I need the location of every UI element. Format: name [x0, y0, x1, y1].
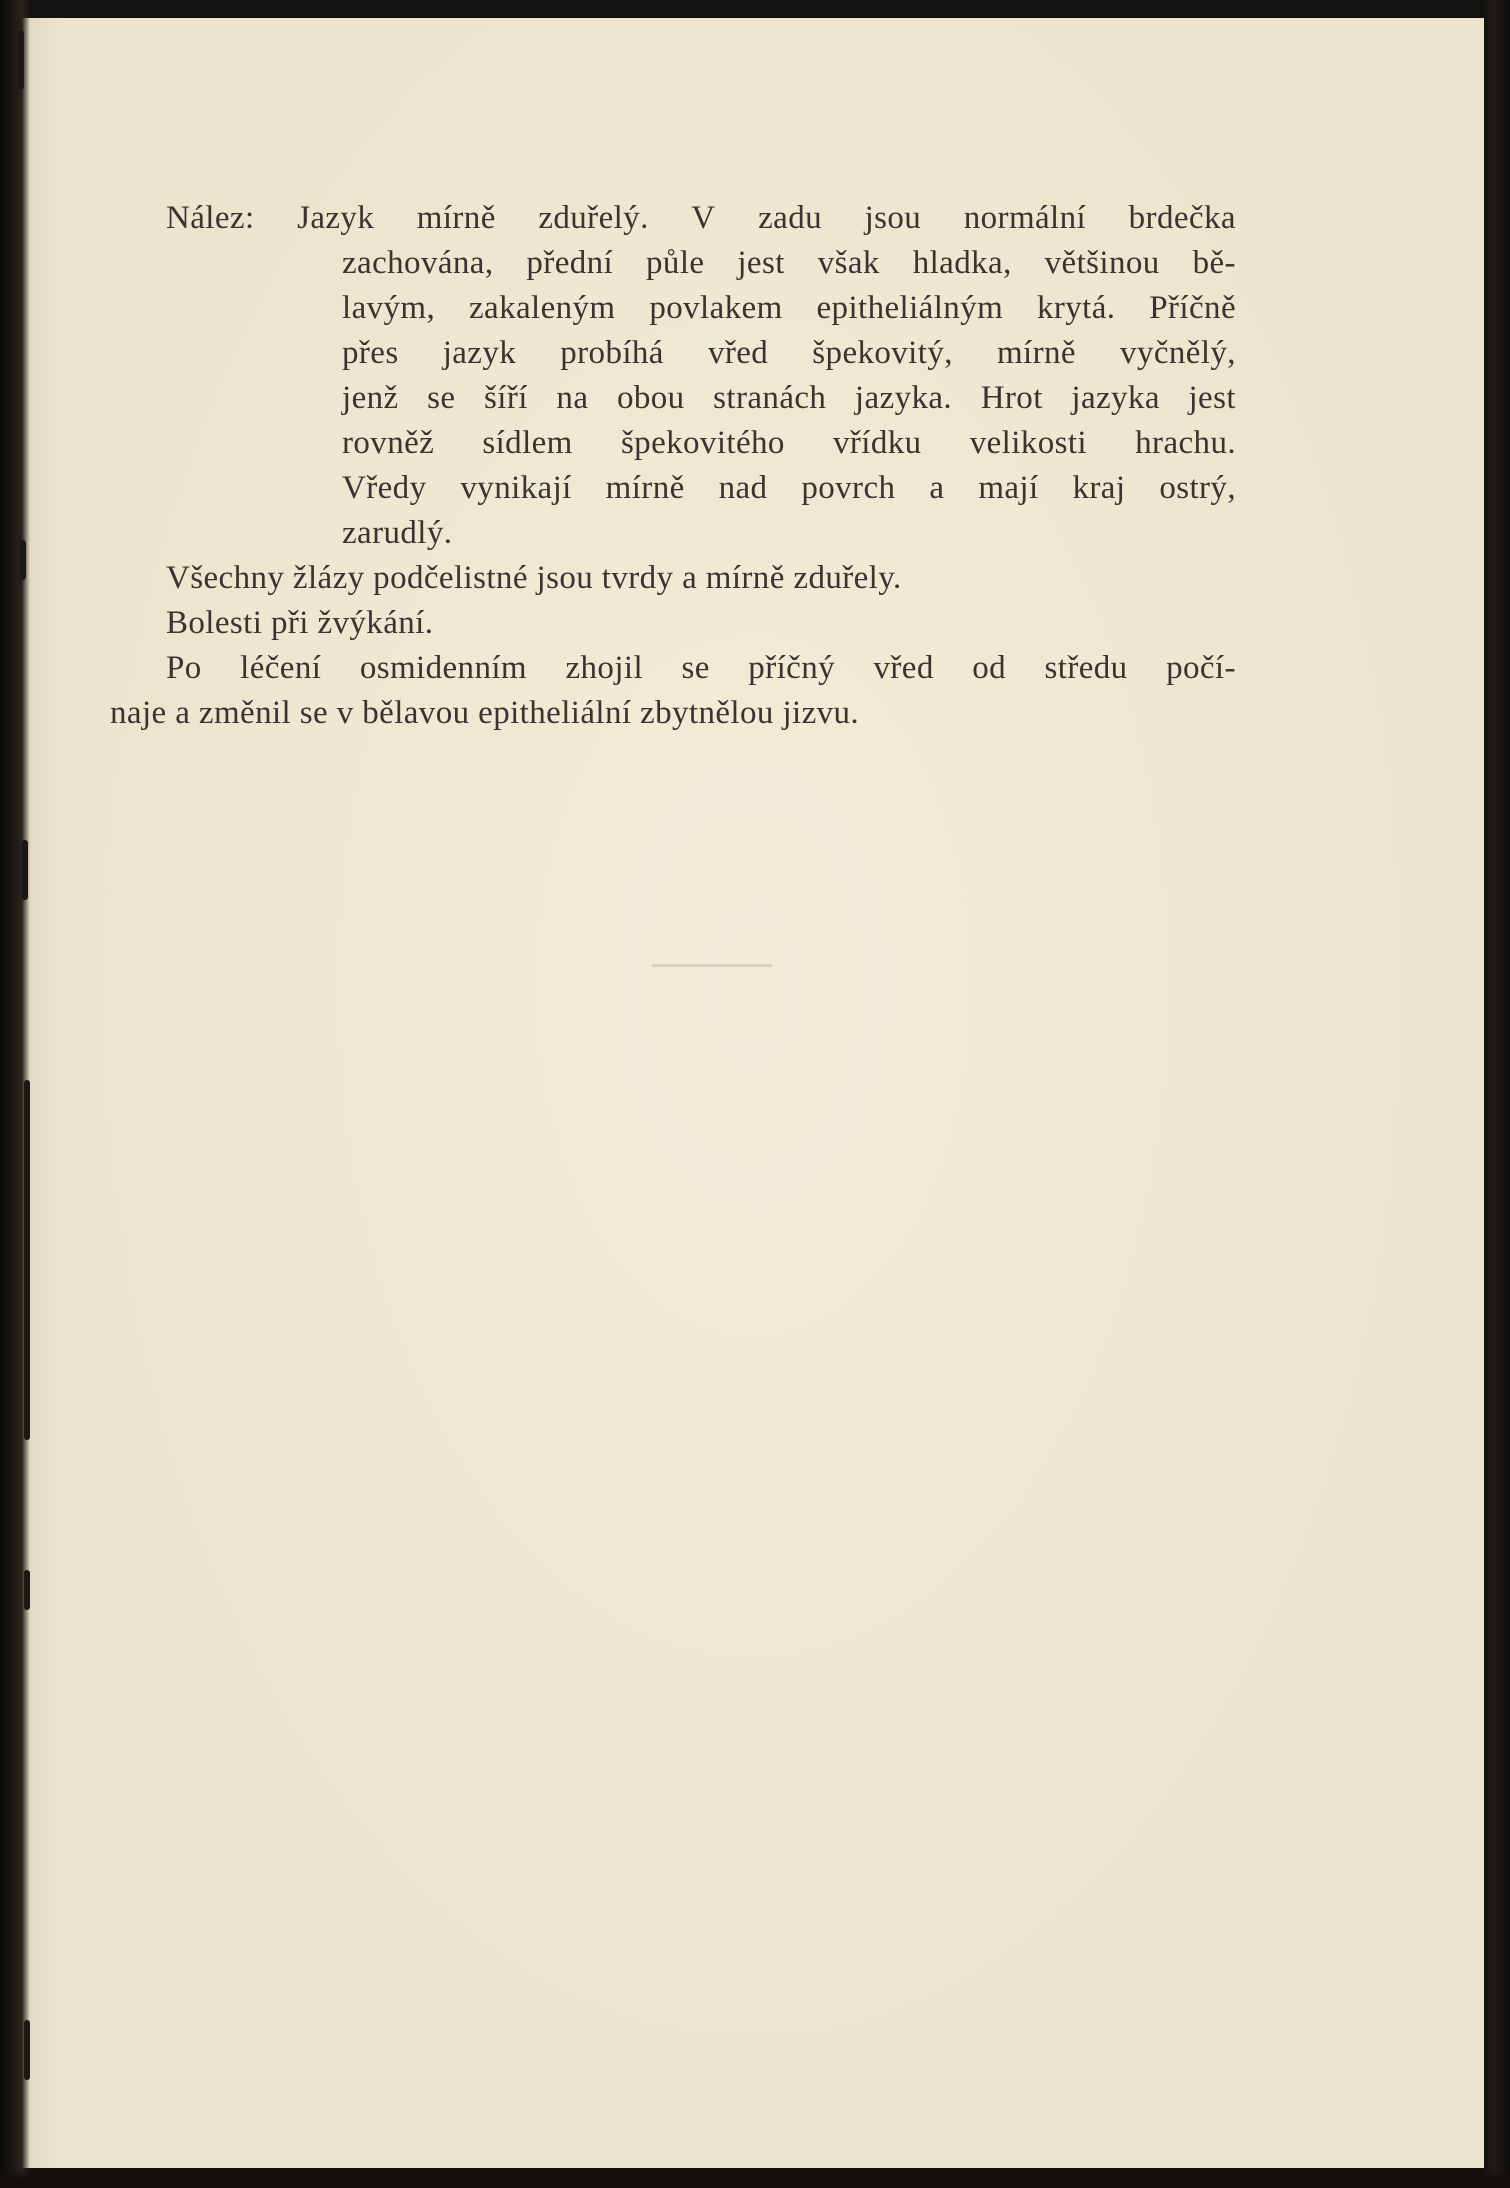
text-word: jest	[737, 245, 785, 281]
text-line	[166, 601, 1236, 646]
text-line	[166, 466, 1236, 511]
text-word: Hrot	[980, 380, 1043, 416]
text-word: na	[556, 380, 589, 416]
binding-thread-mark	[18, 30, 24, 90]
text-line	[166, 331, 1236, 376]
text-word: vyčnělý,	[1120, 335, 1236, 371]
text-word: mírně	[996, 335, 1076, 371]
text-line	[166, 376, 1236, 421]
text-line	[166, 511, 1236, 556]
text-word: velikosti	[969, 425, 1087, 461]
text-word: jest	[1188, 380, 1236, 416]
text-word: obou	[616, 380, 685, 416]
text-word: zduřelý.	[538, 200, 649, 236]
text-word: hrachu.	[1135, 425, 1236, 461]
text-word: Po	[166, 650, 202, 686]
text-line	[166, 421, 1236, 466]
text-line	[166, 556, 1236, 601]
text-word: jazyka	[1071, 380, 1160, 416]
text-word: brdečka	[1128, 200, 1236, 236]
text-word: jsou	[864, 200, 922, 236]
book-binding-edge	[0, 0, 30, 2188]
text-word: vřed	[873, 650, 934, 686]
text-word: špekovitý,	[812, 335, 953, 371]
text-line	[166, 646, 1236, 691]
text-word: krytá.	[1036, 290, 1116, 326]
text-word: mají	[978, 470, 1039, 506]
text-word: však	[817, 245, 880, 281]
text-word: většinou	[1044, 245, 1160, 281]
binding-thread-mark	[24, 1570, 30, 1610]
binding-thread-mark	[22, 840, 28, 900]
text-word: Vředy	[342, 470, 427, 506]
text-line	[166, 286, 1236, 331]
text-line	[166, 196, 1236, 241]
text-word: rovněž	[342, 425, 435, 461]
text-word: lavým,	[342, 290, 436, 326]
text-word: bě-	[1192, 245, 1236, 281]
text-word: půle	[646, 245, 705, 281]
text-word: vřídku	[832, 425, 922, 461]
text-word: hladka,	[912, 245, 1012, 281]
text-word: zachována,	[342, 245, 494, 281]
text-line-content: Všechny žlázy podčelistné jsou tvrdy a mírně zduřely.	[166, 560, 902, 596]
text-word: mírně	[416, 200, 496, 236]
binding-thread-mark	[24, 1080, 30, 1440]
text-word: a	[929, 470, 945, 506]
text-word: kraj	[1072, 470, 1126, 506]
text-word: jazyk	[442, 335, 517, 371]
text-word: stranách	[713, 380, 827, 416]
page-right-edge	[1484, 0, 1510, 2188]
text-word: počí-	[1166, 650, 1236, 686]
text-word: epitheliálným	[816, 290, 1004, 326]
text-word: příčný	[748, 650, 836, 686]
text-line	[110, 691, 1236, 736]
text-word: špekovitého	[620, 425, 785, 461]
paper-smudge	[652, 964, 772, 967]
page-bottom-edge	[0, 2168, 1510, 2188]
page-text	[110, 196, 1236, 736]
text-word: sídlem	[482, 425, 573, 461]
text-word: zadu	[758, 200, 822, 236]
text-word: Příčně	[1149, 290, 1236, 326]
text-word: od	[972, 650, 1007, 686]
text-line	[166, 241, 1236, 286]
text-word: jazyka.	[854, 380, 953, 416]
text-word: zhojil	[565, 650, 644, 686]
text-word: ostrý,	[1159, 470, 1236, 506]
text-word: se	[427, 380, 456, 416]
text-word: vynikají	[460, 470, 572, 506]
text-word: přední	[526, 245, 614, 281]
text-word: vřed	[707, 335, 769, 371]
text-line-content: zarudlý.	[342, 515, 453, 551]
text-word: nad	[718, 470, 768, 506]
binding-thread-mark	[20, 540, 26, 580]
text-word: mírně	[605, 470, 685, 506]
text-word: normální	[963, 200, 1087, 236]
text-word: přes	[342, 335, 399, 371]
text-word: povrch	[801, 470, 896, 506]
text-word: povlakem	[649, 290, 783, 326]
text-line-content: naje a změnil se v bělavou epitheliální zbytnělou jizvu.	[110, 695, 860, 731]
text-word: středu	[1044, 650, 1128, 686]
text-word: Nález:	[166, 200, 255, 236]
binding-thread-mark	[24, 2020, 30, 2080]
text-word: osmidenním	[359, 650, 527, 686]
text-word: léčení	[240, 650, 322, 686]
text-word: zakaleným	[468, 290, 616, 326]
text-word: jenž	[342, 380, 399, 416]
text-word: Jazyk	[297, 200, 375, 236]
text-line-content: Bolesti při žvýkání.	[166, 605, 434, 641]
text-word: V	[691, 200, 716, 236]
text-word: probíhá	[560, 335, 664, 371]
text-word: šíří	[484, 380, 528, 416]
text-word: se	[681, 650, 710, 686]
